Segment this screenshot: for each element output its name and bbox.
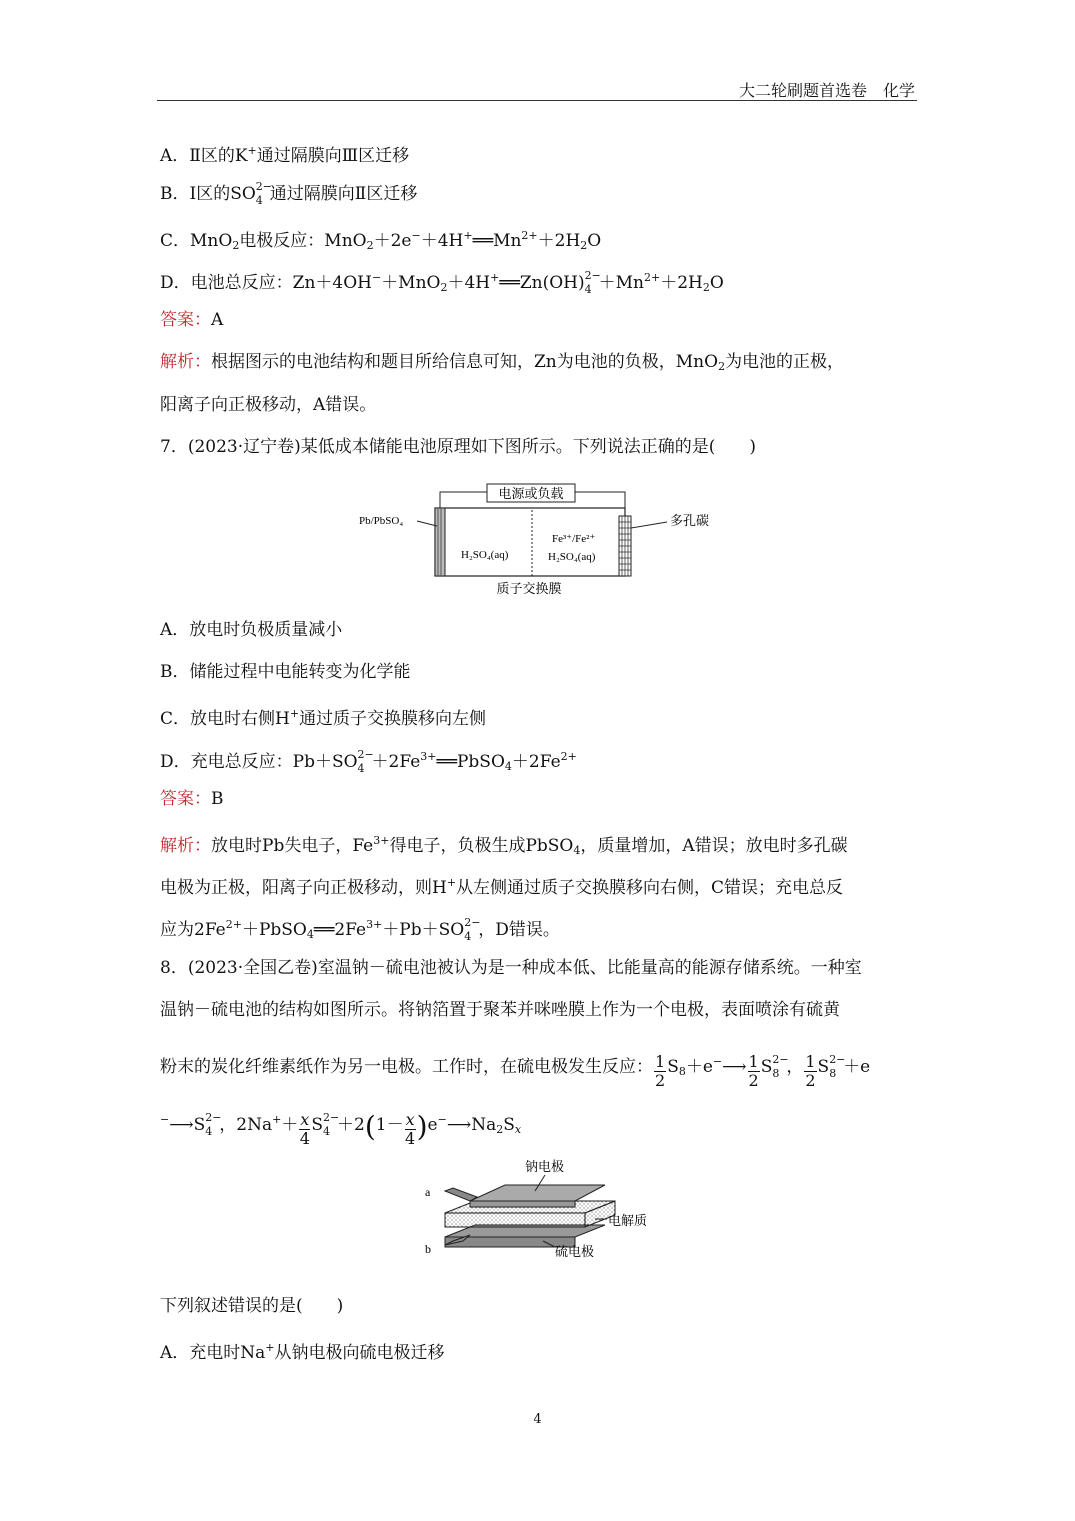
q7-figure-left-electrode: Pb/PbSO₄ [359, 515, 404, 527]
q8-stem-1: 8．(2023·全国乙卷)室温钠－硫电池被认为是一种成本低、比能量高的能源存储系统。一种室 [160, 958, 862, 978]
q8-figure-label-a: a [425, 1185, 431, 1199]
q6-option-c: C．MnO$_2$电极反应：$MnO_2+2e^-+4H^+══Mn^{2+}+2H_2O$ [160, 229, 602, 252]
q7-analysis-3: 应为$2Fe^{2+}+PbSO_4══2Fe^{3+}+Pb+SO$ 2− 4 ，D错误。 [160, 916, 560, 943]
q7-figure-membrane: 质子交换膜 [496, 582, 562, 597]
q8-equation-2: −⟶S 2− 4 ，2Na+＋ $\frac{x}{4}$ S 2− 4 ＋2(1－ $\frac{x}{4}$ )$e^-⟶Na_2S_x$ [160, 1110, 522, 1148]
q6-option-a: A．Ⅱ区的K+通过隔膜向Ⅲ区迁移 [160, 144, 410, 166]
q8-figure-electrolyte: 电解质 [608, 1214, 648, 1229]
q6-option-b: B．Ⅰ区的SO 2− 4 通过隔膜向Ⅱ区迁移 [160, 180, 418, 207]
q7-option-b: B．储能过程中电能转变为化学能 [160, 662, 411, 682]
q8-ask: 下列叙述错误的是( ) [160, 1296, 344, 1316]
q6-analysis-1: 解析：根据图示的电池结构和题目所给信息可知，Zn为电池的负极，MnO$_2$为电池的正极， [160, 352, 845, 373]
page-number: 4 [533, 1412, 542, 1427]
q8-figure-sulfur: 硫电极 [555, 1245, 595, 1260]
q6-option-d: D．电池总反应：Zn＋4OH−＋MnO$_2$＋4H+══Zn(OH) 2− 4 $+Mn^{2+}+2H_2O$ [160, 269, 724, 296]
q7-option-c: C．放电时右侧H+通过质子交换膜移向左侧 [160, 707, 487, 729]
q8-stem-3: 粉末的炭化纤维素纸作为另一电极。工作时，在硫电极发生反应： $\frac{1}{2}$ $S_8+e^-⟶$ $\frac{1}{2}$ S 2− 8 ， $\frac{1}{2}$ S 2− 8 ＋e [160, 1052, 871, 1090]
q8-figure-sodium: 钠电极 [525, 1160, 565, 1175]
q7-battery-diagram [355, 480, 725, 600]
q7-figure-right-solution: H₂SO₄(aq) [548, 551, 596, 563]
q7-answer: 答案：B [160, 789, 224, 809]
q6-answer: 答案：A [160, 310, 224, 330]
q7-figure-source: 电源或负载 [498, 487, 564, 502]
q8-option-a: A．充电时Na+从钠电极向硫电极迁移 [160, 1341, 445, 1363]
q8-stem-2: 温钠－硫电池的结构如图所示。将钠箔置于聚苯并咪唑膜上作为一个电极，表面喷涂有硫黄 [160, 1000, 840, 1020]
q7-analysis-1: 解析：放电时Pb失电子，$Fe^{3+}$得电子，负极生成PbSO$_4$，质量增加，A错误；放电时多孔碳 [160, 834, 848, 857]
q8-figure-label-b: b [425, 1242, 431, 1256]
q7-analysis-2: 电极为正极，阳离子向正极移动，则H+从左侧通过质子交换膜移向右侧，C错误；充电总反 [160, 876, 844, 898]
q7-option-d: D．充电总反应：Pb＋SO 2− 4 $+2Fe^{3+}══PbSO_4+2Fe^{2+}$ [160, 748, 577, 775]
page-header [157, 76, 917, 101]
q6-analysis-2: 阳离子向正极移动，A错误。 [160, 395, 377, 415]
q7-figure-right-ions: Fe³⁺/Fe²⁺ [552, 533, 596, 545]
q7-figure-left-solution: H₂SO₄(aq) [461, 549, 509, 561]
q7-option-a: A．放电时负极质量减小 [160, 620, 343, 640]
q7-stem: 7．(2023·辽宁卷)某低成本储能电池原理如下图所示。下列说法正确的是( ) [160, 437, 757, 457]
q7-figure-right-electrode: 多孔碳 [670, 514, 710, 529]
q8-sodium-sulfur-diagram [415, 1155, 675, 1265]
header-title: 大二轮刷题首选卷 化学 [738, 81, 915, 100]
